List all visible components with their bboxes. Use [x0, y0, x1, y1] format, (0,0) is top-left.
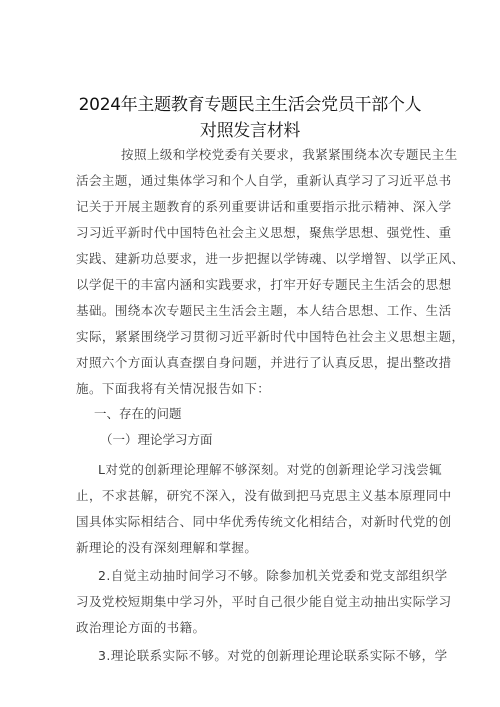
document-title-line-2: 对照发言材料 [199, 121, 301, 141]
intro-line: 按照上级和学校党委有关要求，我紧紧围绕本次专题民主生 [121, 147, 458, 162]
item-line: 新理论的没有深刻理解和掌握。 [76, 540, 258, 555]
section-heading: 一、存在的问题 [94, 406, 182, 421]
item-line: 政治理论方面的书籍。 [76, 620, 206, 635]
intro-line: 实际，紧紧围绕学习贯彻习近平新时代中国特色社会主义思想主题， [76, 329, 465, 344]
item-line: 2.自觉主动抽时间学习不够。除参加机关党委和党支部组织学 [98, 568, 448, 583]
intro-line: 施。下面我将有关情况报告如下： [76, 381, 271, 396]
subsection-heading: （一）理论学习方面 [100, 432, 213, 447]
document-title-line-1: 2024年主题教育专题民主生活会党员干部个人 [78, 95, 422, 115]
intro-line: 以学促干的丰富内涵和实践要求，打牢开好专题民主生活会的思想 [76, 277, 452, 292]
intro-line: 活会主题，通过集体学习和个人自学，重新认真学习了习近平总书 [76, 173, 452, 188]
intro-line: 对照六个方面认真查摆自身问题，并进行了认真反思，提出整改措 [76, 355, 452, 370]
item-line: 止，不求甚解，研究不深入，没有做到把马克思主义基本原理同中 [76, 488, 452, 503]
intro-line: 基础。围绕本次专题民主生活会主题，本人结合思想、工作、生活 [76, 303, 452, 318]
item-line: L对党的创新理论理解不够深刻。对党的创新理论学习浅尝辄 [98, 462, 443, 477]
intro-line: 记关于开展主题教育的系列重要讲话和重要指示批示精神、深入学 [76, 199, 452, 214]
intro-line: 习习近平新时代中国特色社会主义思想，聚焦学思想、强党性、重 [76, 225, 452, 240]
item-line: 习及党校短期集中学习外，平时自己很少能自觉主动抽出实际学习 [76, 594, 452, 609]
intro-line: 实践、建新功总要求，进一步把握以学铸魂、以学增智、以学正风、 [76, 251, 465, 266]
item-line: 3.理论联系实际不够。对党的创新理论理论联系实际不够，学 [98, 648, 448, 663]
item-line: 国具体实际相结合、同中华优秀传统文化相结合，对新时代党的创 [76, 514, 452, 529]
